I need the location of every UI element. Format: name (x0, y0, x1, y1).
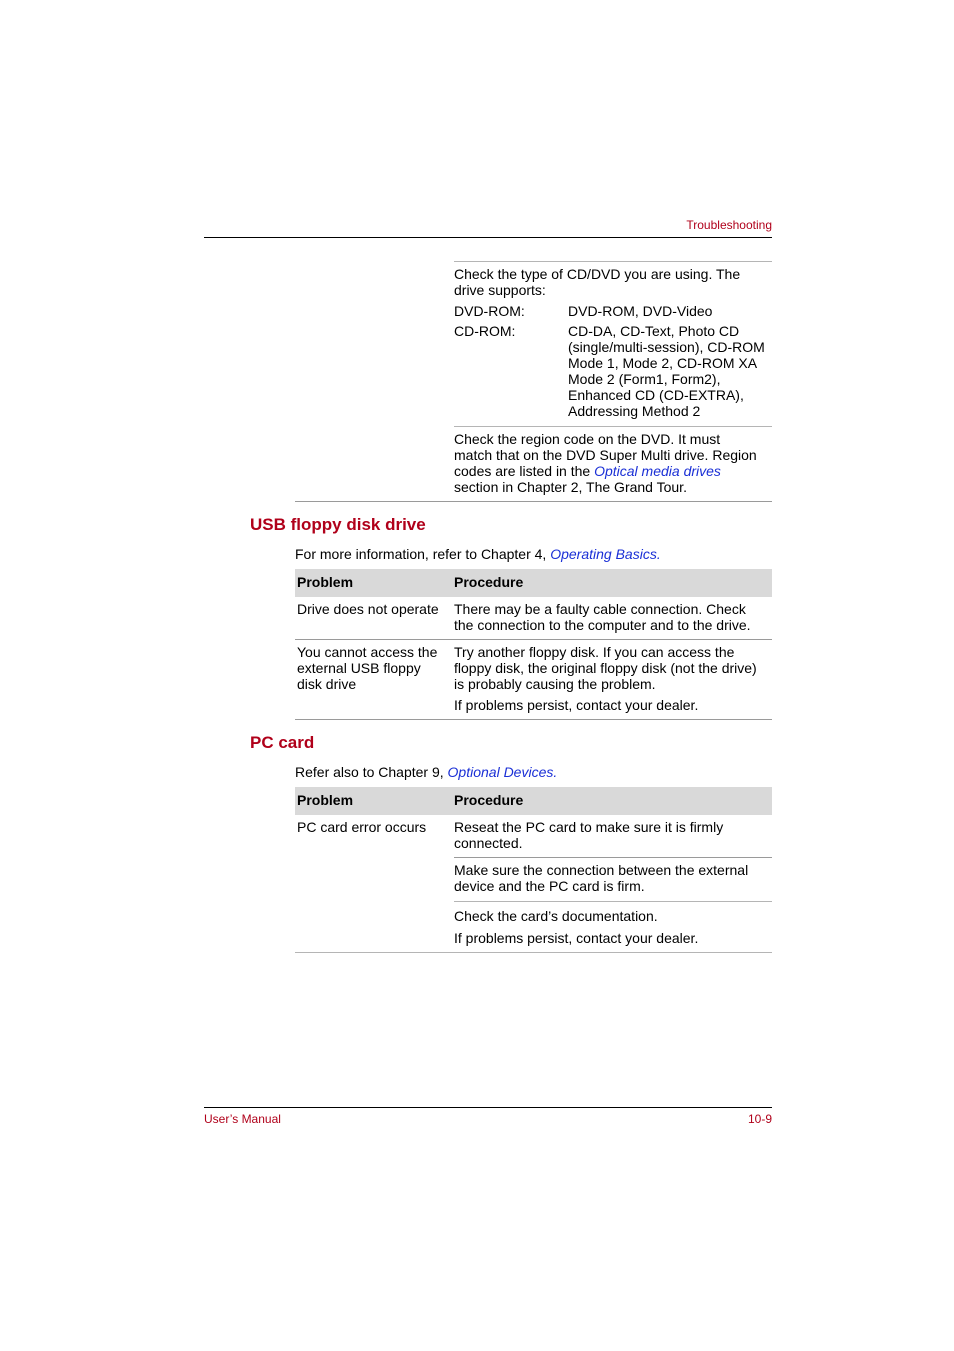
pccard-reference: Refer also to Chapter 9, Optional Devices. (295, 764, 558, 780)
dvd-label: DVD-ROM: (454, 303, 525, 319)
page-number: 10-9 (747, 1112, 772, 1126)
operating-basics-link[interactable]: Operating Basics (550, 546, 657, 562)
running-header: Troubleshooting (686, 218, 772, 232)
pccard-row-rule-1 (454, 857, 772, 858)
usb-row2-procedure-extra: If problems persist, contact your dealer. (454, 697, 699, 713)
table-top-rule (454, 261, 772, 262)
optional-devices-link[interactable]: Optional Devices (447, 764, 554, 780)
pccard-row-rule-2 (454, 901, 772, 902)
cd-label: CD-ROM: (454, 323, 516, 339)
region-text: Check the region code on the DVD. It must match that on the DVD Super Multi drive. Region codes are listed in the Optical media drives section in Chapter 2, The Grand Tour. (454, 431, 757, 495)
dvd-value: DVD-ROM, DVD-Video (568, 303, 713, 319)
usb-row1-procedure: There may be a faulty cable connection. Check the connection to the computer and to the drive. (454, 601, 751, 633)
usb-row-rule (295, 639, 772, 640)
usb-table-bottom-rule (295, 719, 772, 720)
cd-value: CD-DA, CD-Text, Photo CD (single/multi-session), CD-ROM Mode 1, Mode 2, CD-ROM XA Mode 2 (Form1, Form2), Enhanced CD (CD-EXTRA), Addressing Method 2 (568, 323, 765, 419)
header-rule (204, 237, 772, 238)
row-rule (454, 426, 772, 427)
usb-col-problem: Problem (297, 574, 354, 590)
optical-intro: Check the type of CD/DVD you are using. The drive supports: (454, 266, 741, 298)
optical-media-drives-link[interactable]: Optical media drives (594, 463, 721, 479)
pccard-table-header (295, 787, 772, 815)
footer-manual-title: User’s Manual (204, 1112, 281, 1126)
usb-row2-procedure: Try another floppy disk. If you can access the floppy disk, the original floppy disk (not the drive) is probably causing the problem. (454, 644, 757, 692)
usb-section-title: USB floppy disk drive (250, 515, 426, 534)
pccard-problem: PC card error occurs (297, 819, 427, 835)
pccard-col-problem: Problem (297, 792, 354, 808)
pccard-col-procedure: Procedure (454, 792, 524, 808)
pccard-procedure-1: Reseat the PC card to make sure it is firmly connected. (454, 819, 724, 851)
pccard-table-bottom-rule (295, 952, 772, 953)
footer-rule (204, 1107, 772, 1108)
pccard-procedure-extra: If problems persist, contact your dealer. (454, 930, 699, 946)
table-bottom-rule (295, 501, 772, 502)
usb-row2-problem: You cannot access the external USB floppy disk drive (297, 644, 438, 692)
pccard-procedure-3: Check the card’s documentation. (454, 908, 658, 924)
usb-col-procedure: Procedure (454, 574, 524, 590)
pccard-procedure-2: Make sure the connection between the external device and the PC card is firm. (454, 862, 749, 894)
pccard-section-title: PC card (250, 733, 315, 752)
usb-row1-problem: Drive does not operate (297, 601, 439, 617)
usb-reference: For more information, refer to Chapter 4, Operating Basics. (295, 546, 661, 562)
usb-table-header (295, 569, 772, 597)
